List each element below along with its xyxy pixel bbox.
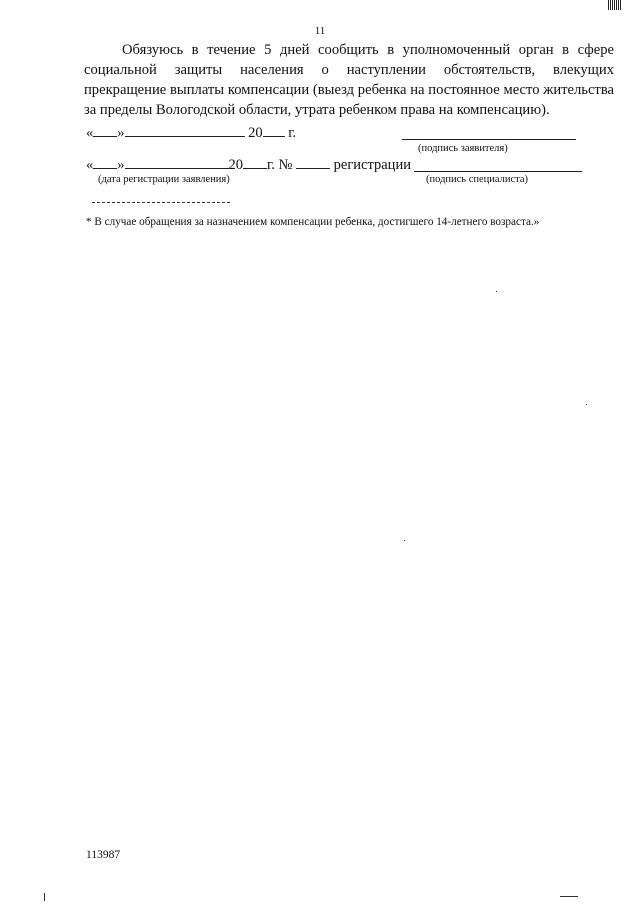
registration-date-caption: (дата регистрации заявления)	[98, 174, 230, 185]
close-quote: »	[117, 157, 125, 173]
registration-number-blank	[296, 156, 330, 169]
footnote-divider	[92, 202, 230, 203]
scan-dot	[496, 291, 497, 292]
year-prefix: 20	[228, 157, 243, 173]
registration-line	[86, 156, 411, 174]
month-blank	[125, 156, 229, 169]
scan-dot	[586, 404, 587, 405]
day-blank	[93, 124, 117, 137]
year-suffix: г.	[288, 125, 297, 141]
registration-word: регистрации	[333, 157, 411, 173]
year-blank	[243, 156, 267, 169]
specialist-signature-line	[414, 171, 582, 172]
scan-mark	[44, 893, 45, 901]
obligation-paragraph: Обязуюсь в течение 5 дней сообщить в уполномоченный орган в сфере социальной защиты населения о наступлении обстоятельств, влекущих прекращение выплаты компенсации (выезд ребенка на постоянное место жительства за пределы Вологодской области, утрата ребенком права на компенсацию).	[84, 42, 614, 118]
document-code: 113987	[86, 849, 121, 861]
year-prefix: 20	[248, 125, 263, 141]
scan-mark	[560, 896, 578, 897]
year-blank	[263, 124, 285, 137]
day-blank	[93, 156, 117, 169]
page-number: 11	[314, 25, 326, 37]
year-suffix: г. №	[267, 157, 293, 173]
footnote: * В случае обращения за назначением компенсации ребенка, достигшего 14-летнего возраста.»	[86, 216, 540, 228]
open-quote: «	[86, 125, 94, 141]
scan-barcode-mark	[608, 0, 622, 10]
applicant-signature-caption: (подпись заявителя)	[418, 143, 508, 154]
close-quote: »	[117, 125, 125, 141]
applicant-date-line	[86, 124, 296, 142]
specialist-signature-caption: (подпись специалиста)	[426, 174, 529, 185]
month-blank	[125, 124, 245, 137]
open-quote: «	[86, 157, 94, 173]
scan-dot	[404, 540, 405, 541]
applicant-signature-line	[402, 139, 576, 140]
